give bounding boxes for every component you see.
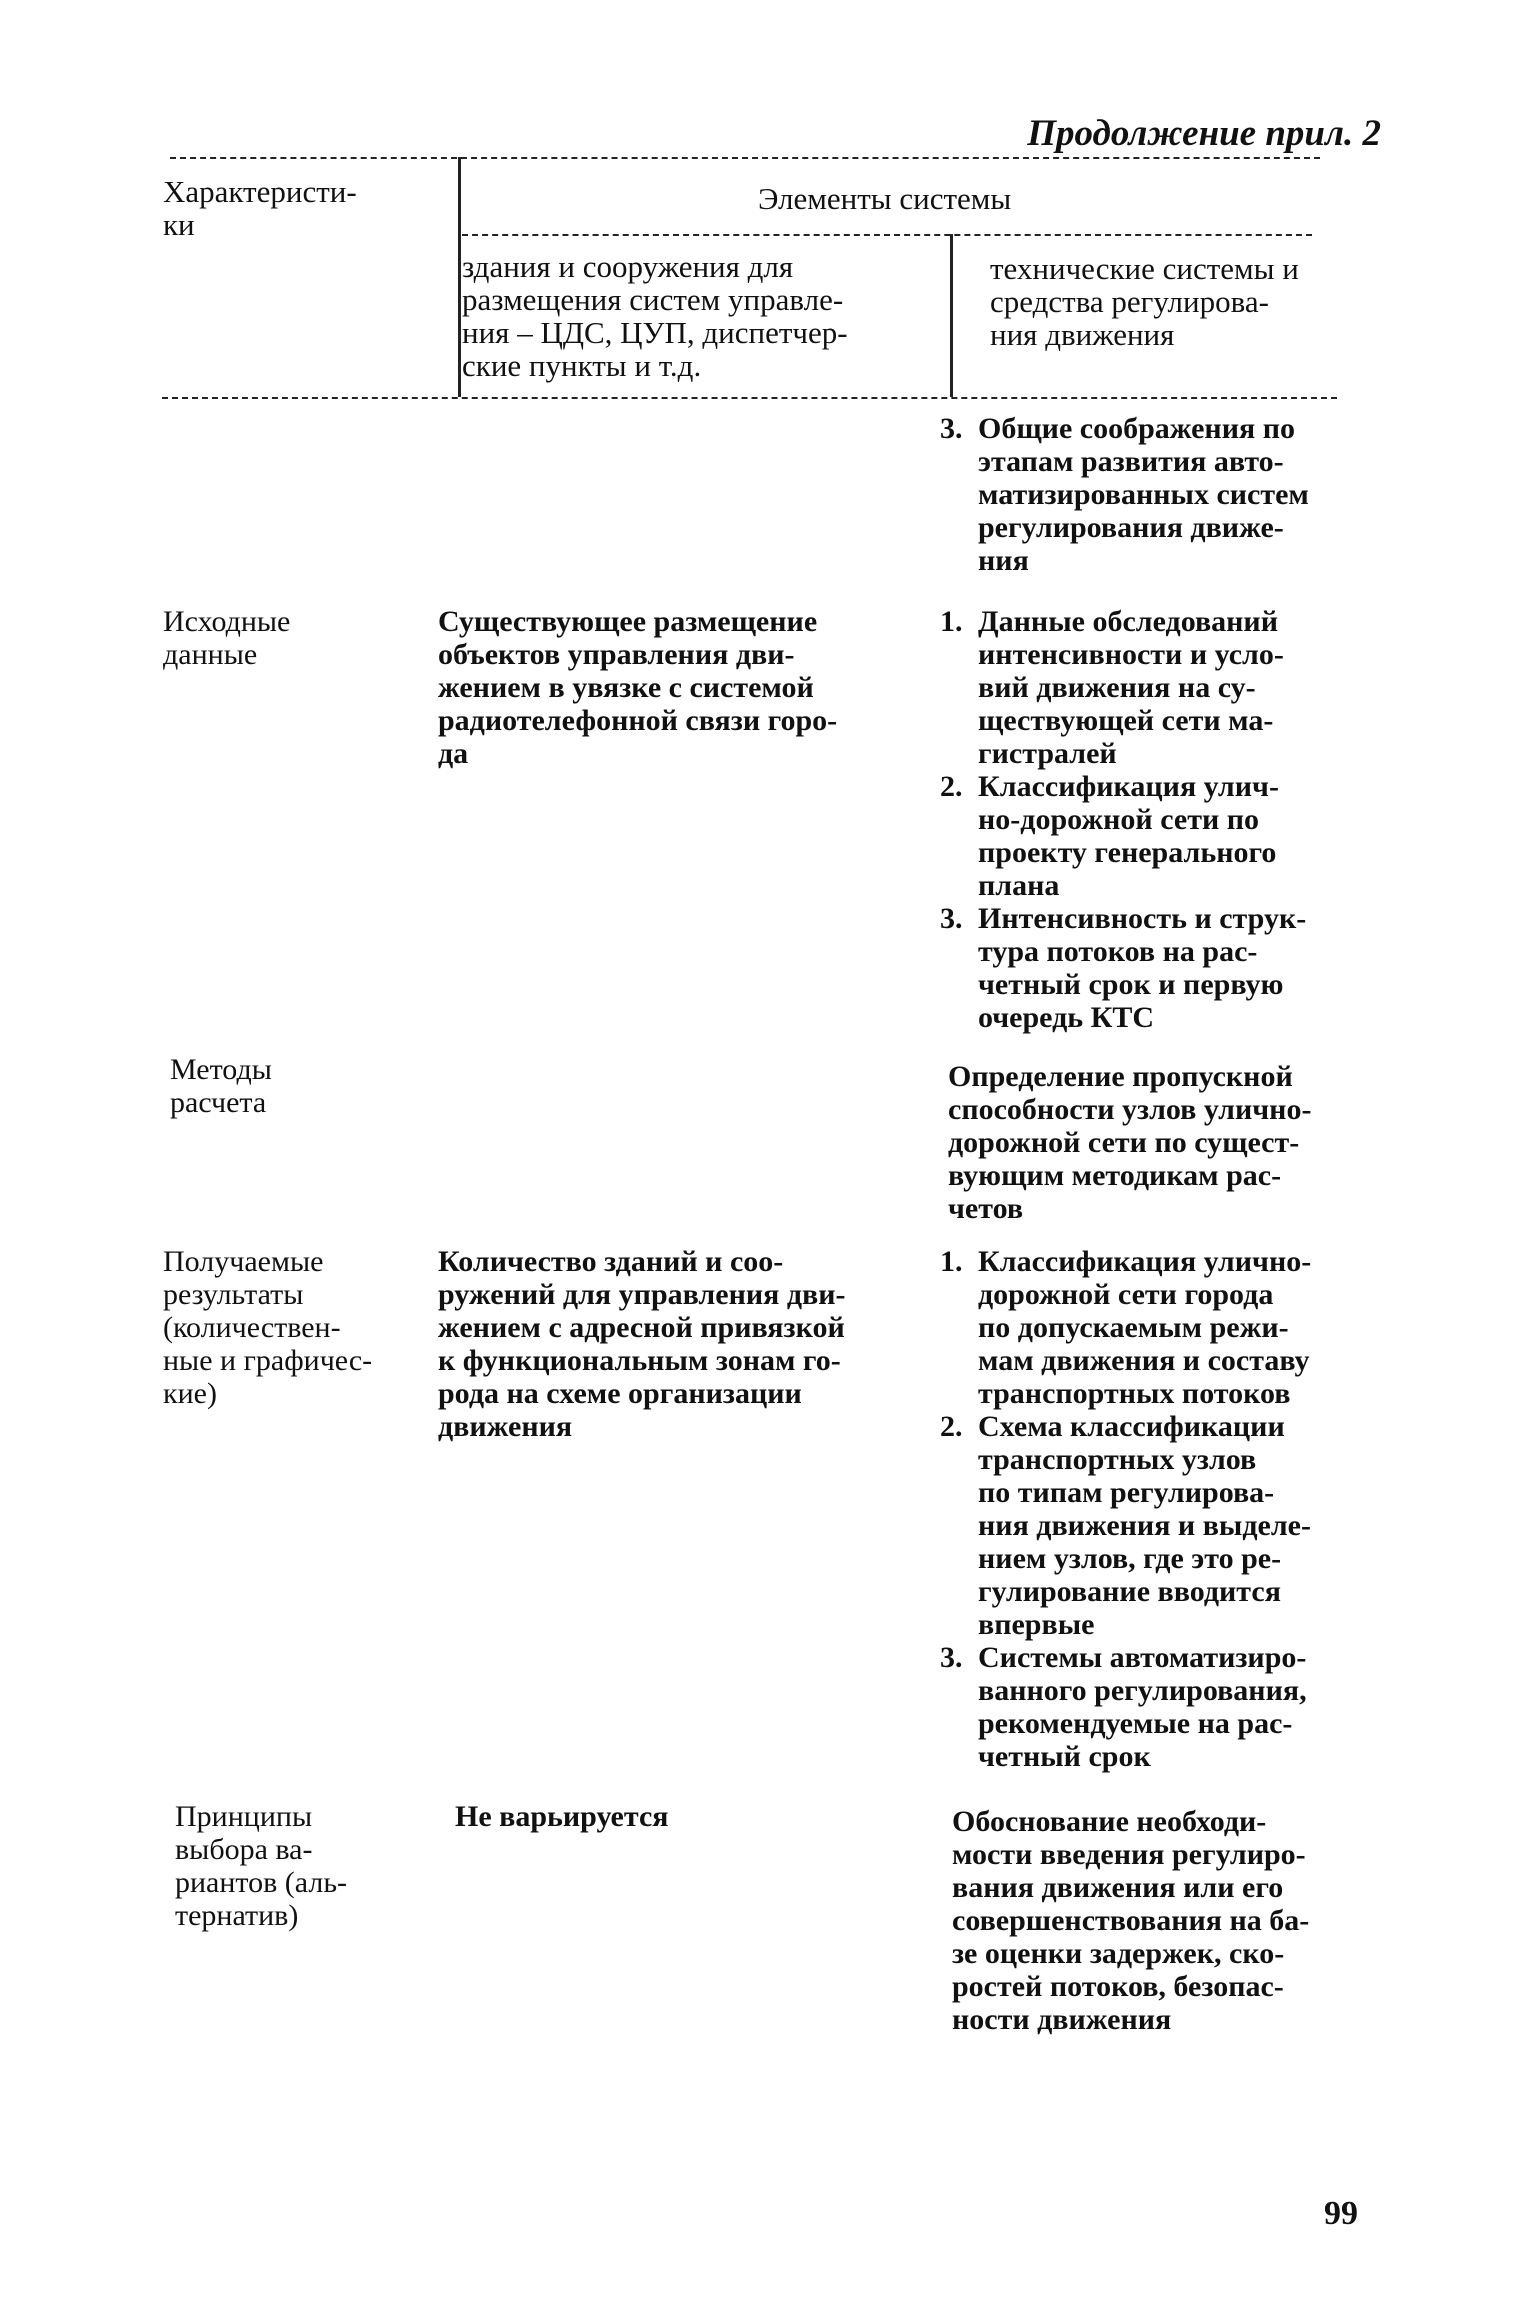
header-column-divider-1 (458, 157, 461, 397)
methods-technical-cell: Определение пропускной способности узлов улично- дорожной сети по сущест- вующим методикам рас- четов (948, 1060, 1312, 1225)
table-top-rule (170, 157, 1320, 159)
results-technical-cell (940, 1245, 1340, 1773)
continuation-caption: Продолжение прил. 2 (1027, 113, 1381, 154)
list-item-text: Классификация улично- дорожной сети города по допускаемым режи- мам движения и составу транспортных потоков (978, 1245, 1312, 1410)
list-item-text: Интенсивность и струк- тура потоков на рас- четный срок и первую очередь КТС (978, 902, 1307, 1034)
list-item-number: 3. (940, 1641, 963, 1674)
header-elements: Элементы системы (758, 181, 1012, 216)
header-bottom-rule (162, 397, 1337, 399)
list-item-number: 3. (940, 412, 963, 445)
list-item-text: Данные обследований интенсивности и усло- вий движения на су- ществующей сети ма- гистралей (978, 605, 1284, 770)
list-item-number: 2. (940, 1410, 963, 1443)
row-label-source: Исходные данные (163, 605, 291, 671)
principles-buildings-cell: Не варьируется (455, 1800, 669, 1833)
row-label-methods: Методы расчета (170, 1053, 272, 1119)
list-item-number: 1. (940, 1245, 963, 1278)
page-number: 99 (1324, 2195, 1358, 2232)
header-technical: технические системы и средства регулирова- ния движения (990, 251, 1299, 352)
list-item (940, 1641, 1340, 1773)
list-item-number: 2. (940, 770, 963, 803)
header-column-divider-2 (950, 234, 953, 397)
row-label-principles: Принципы выбора ва- риантов (аль- тернатив) (175, 1800, 348, 1932)
source-buildings-cell: Существующее размещение объектов управления дви- жением в увязке с системой радиотелефонной связи горо- да (438, 605, 838, 770)
list-item (940, 605, 1340, 770)
list-item-text: Классификация улич- но-дорожной сети по проекту генерального плана (978, 770, 1279, 902)
header-sub-rule (462, 234, 1312, 236)
list-item-text: Общие соображения по этапам развития авто- матизированных систем регулирования движе- ния (978, 412, 1309, 577)
source-technical-cell (940, 605, 1340, 1034)
list-item (940, 770, 1340, 902)
list-item-text: Системы автоматизиро- ванного регулирования, рекомендуемые на рас- четный срок (978, 1641, 1307, 1773)
row-label-results: Получаемые результаты (количествен- ные и графичес- кие) (163, 1245, 373, 1410)
list-item (940, 902, 1340, 1034)
list-item-number: 3. (940, 902, 963, 935)
results-buildings-cell: Количество зданий и соо- ружений для управления дви- жением с адресной привязкой к функциональным зонам го- рода на схеме организации движения (438, 1245, 846, 1443)
first-technical-cell (940, 412, 1340, 577)
list-item (940, 412, 1340, 577)
list-item-text: Схема классификации транспортных узлов по типам регулирова- ния движения и выделе- нием узлов, где это ре- гулирование вводится впервые (978, 1410, 1311, 1641)
list-item (940, 1410, 1340, 1641)
header-buildings: здания и сооружения для размещения систем управле- ния – ЦДС, ЦУП, диспетчер- ские пункты и т.д. (462, 249, 848, 383)
list-item (940, 1245, 1340, 1410)
header-characteristics: Характеристи- ки (163, 174, 357, 242)
list-item-number: 1. (940, 605, 963, 638)
principles-technical-cell: Обоснование необходи- мости введения регулиро- вания движения или его совершенствования на ба- зе оценки задержек, ско- ростей потоков, безопас- ности движения (952, 1805, 1310, 2036)
